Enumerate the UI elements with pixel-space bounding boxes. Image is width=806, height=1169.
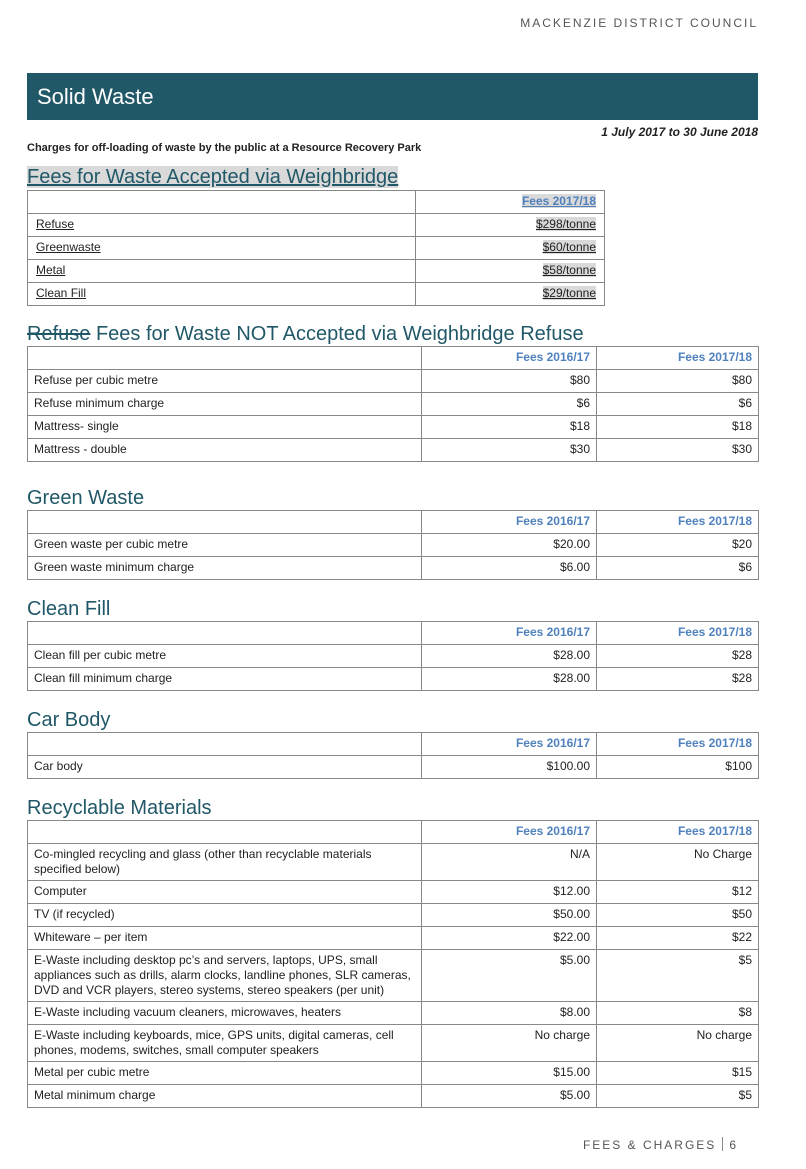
table-cell: Metal minimum charge	[28, 1085, 422, 1108]
table-row	[28, 927, 759, 950]
table-cell: Fees 2017/18	[597, 821, 759, 844]
table-row	[28, 534, 759, 557]
table-cell: Co-mingled recycling and glass (other than recyclable materials specified below)	[28, 844, 422, 881]
table-cell	[416, 191, 605, 214]
refuse-heading: Refuse Fees for Waste NOT Accepted via Weighbridge Refuse	[27, 323, 584, 345]
table-header-row	[28, 191, 605, 214]
table-cell: Fees 2016/17	[422, 347, 597, 370]
table-cell: $100	[597, 756, 759, 779]
carbody-heading: Car Body	[27, 709, 111, 731]
table-cell: $30	[422, 439, 597, 462]
table-cell	[28, 821, 422, 844]
carbody-table	[27, 732, 759, 779]
table-cell: Refuse	[28, 214, 416, 237]
table-row	[28, 283, 605, 306]
table-cell: $5	[597, 1085, 759, 1108]
table-cell: Fees 2016/17	[422, 733, 597, 756]
table-cell: $80	[597, 370, 759, 393]
table-cell: Fees 2017/18	[597, 347, 759, 370]
recycle-heading: Recyclable Materials	[27, 797, 212, 819]
table-row	[28, 844, 759, 881]
table-cell: N/A	[422, 844, 597, 881]
table-cell: $12	[597, 881, 759, 904]
col-header: Fees 2017/18	[521, 194, 596, 208]
table-row	[28, 668, 759, 691]
subtitle-text: Charges for off-loading of waste by the public at a Resource Recovery Park	[27, 142, 422, 154]
table-row	[28, 645, 759, 668]
table-cell: No Charge	[597, 844, 759, 881]
table-cell: Mattress- single	[28, 416, 422, 439]
table-row	[28, 557, 759, 580]
green-heading: Green Waste	[27, 487, 145, 509]
table-cell: $100.00	[422, 756, 597, 779]
page-footer: FEES & CHARGES 6	[582, 1138, 738, 1152]
table-cell: Refuse per cubic metre	[28, 370, 422, 393]
table-row	[28, 904, 759, 927]
table-cell: $30	[597, 439, 759, 462]
table-cell: $28	[597, 668, 759, 691]
table-cell: No charge	[597, 1025, 759, 1062]
table-cell: $5	[597, 950, 759, 1002]
table-row	[28, 1062, 759, 1085]
table-cell: Fees 2017/18	[597, 733, 759, 756]
table-row	[28, 416, 759, 439]
table-cell: TV (if recycled)	[28, 904, 422, 927]
table-cell: $20.00	[422, 534, 597, 557]
table-cell: $8	[597, 1002, 759, 1025]
recycle-table	[27, 820, 759, 1108]
table-row	[28, 370, 759, 393]
table-cell: $6	[422, 393, 597, 416]
council-name: MACKENZIE DISTRICT COUNCIL	[520, 16, 758, 30]
table-cell: Car body	[28, 756, 422, 779]
table-header-row	[28, 511, 759, 534]
table-cell: $50	[597, 904, 759, 927]
table-header-row	[28, 622, 759, 645]
table-cell: E-Waste including vacuum cleaners, microwaves, heaters	[28, 1002, 422, 1025]
table-cell: E-Waste including desktop pc’s and servers, laptops, UPS, small appliances such as drills, alarm clocks, landline phones, SLR cameras, DVD and VCR players, stereo systems, stereo speakers (per unit)	[28, 950, 422, 1002]
table-cell: E-Waste including keyboards, mice, GPS units, digital cameras, cell phones, modems, switches, small computer speakers	[28, 1025, 422, 1062]
cleanfill-table	[27, 621, 759, 691]
table-cell: $5.00	[422, 950, 597, 1002]
table-row	[28, 881, 759, 904]
table-cell: $28.00	[422, 668, 597, 691]
table-cell: $22	[597, 927, 759, 950]
green-table	[27, 510, 759, 580]
table-cell	[28, 191, 416, 214]
table-cell: Fees 2016/17	[422, 622, 597, 645]
weighbridge-table	[27, 190, 605, 306]
table-row	[28, 237, 605, 260]
period-text: 1 July 2017 to 30 June 2018	[601, 125, 758, 139]
table-row	[28, 1085, 759, 1108]
table-cell: Green waste minimum charge	[28, 557, 422, 580]
table-cell: $60/tonne	[416, 237, 605, 260]
table-cell: Metal	[28, 260, 416, 283]
table-cell: $28	[597, 645, 759, 668]
table-cell: $6	[597, 393, 759, 416]
table-cell	[28, 733, 422, 756]
table-cell: $6	[597, 557, 759, 580]
table-cell: $12.00	[422, 881, 597, 904]
table-cell	[28, 511, 422, 534]
table-cell: Fees 2017/18	[597, 511, 759, 534]
table-cell: No charge	[422, 1025, 597, 1062]
table-cell: $18	[422, 416, 597, 439]
table-cell: Metal per cubic metre	[28, 1062, 422, 1085]
table-cell: Fees 2016/17	[422, 821, 597, 844]
table-cell: $298/tonne	[416, 214, 605, 237]
table-cell: $5.00	[422, 1085, 597, 1108]
table-cell: Fees 2016/17	[422, 511, 597, 534]
table-header-row	[28, 821, 759, 844]
table-cell: $28.00	[422, 645, 597, 668]
table-cell: Fees 2017/18	[597, 622, 759, 645]
section-banner	[27, 73, 758, 120]
weighbridge-heading: Fees for Waste Accepted via Weighbridge	[27, 166, 399, 188]
table-cell	[28, 347, 422, 370]
refuse-table	[27, 346, 759, 462]
table-cell: $18	[597, 416, 759, 439]
table-cell: $22.00	[422, 927, 597, 950]
table-row	[28, 756, 759, 779]
table-cell: Clean Fill	[28, 283, 416, 306]
table-cell: Computer	[28, 881, 422, 904]
banner-title: Solid Waste	[37, 84, 154, 109]
table-cell: Mattress - double	[28, 439, 422, 462]
table-cell: Green waste per cubic metre	[28, 534, 422, 557]
table-row	[28, 1025, 759, 1062]
table-row	[28, 393, 759, 416]
table-cell: $50.00	[422, 904, 597, 927]
table-header-row	[28, 733, 759, 756]
table-cell: $15.00	[422, 1062, 597, 1085]
table-cell: $29/tonne	[416, 283, 605, 306]
table-header-row	[28, 347, 759, 370]
table-cell: $8.00	[422, 1002, 597, 1025]
table-cell: $58/tonne	[416, 260, 605, 283]
table-cell: Whiteware – per item	[28, 927, 422, 950]
table-cell: Clean fill minimum charge	[28, 668, 422, 691]
table-row	[28, 1002, 759, 1025]
table-cell: Clean fill per cubic metre	[28, 645, 422, 668]
table-cell: $15	[597, 1062, 759, 1085]
table-cell	[28, 622, 422, 645]
table-cell: Greenwaste	[28, 237, 416, 260]
table-cell: $20	[597, 534, 759, 557]
table-row	[28, 214, 605, 237]
table-cell: Refuse minimum charge	[28, 393, 422, 416]
table-row	[28, 950, 759, 1002]
page-number: 6	[729, 1138, 738, 1152]
table-cell: $6.00	[422, 557, 597, 580]
table-row	[28, 439, 759, 462]
table-row	[28, 260, 605, 283]
cleanfill-heading: Clean Fill	[27, 598, 111, 620]
table-cell: $80	[422, 370, 597, 393]
